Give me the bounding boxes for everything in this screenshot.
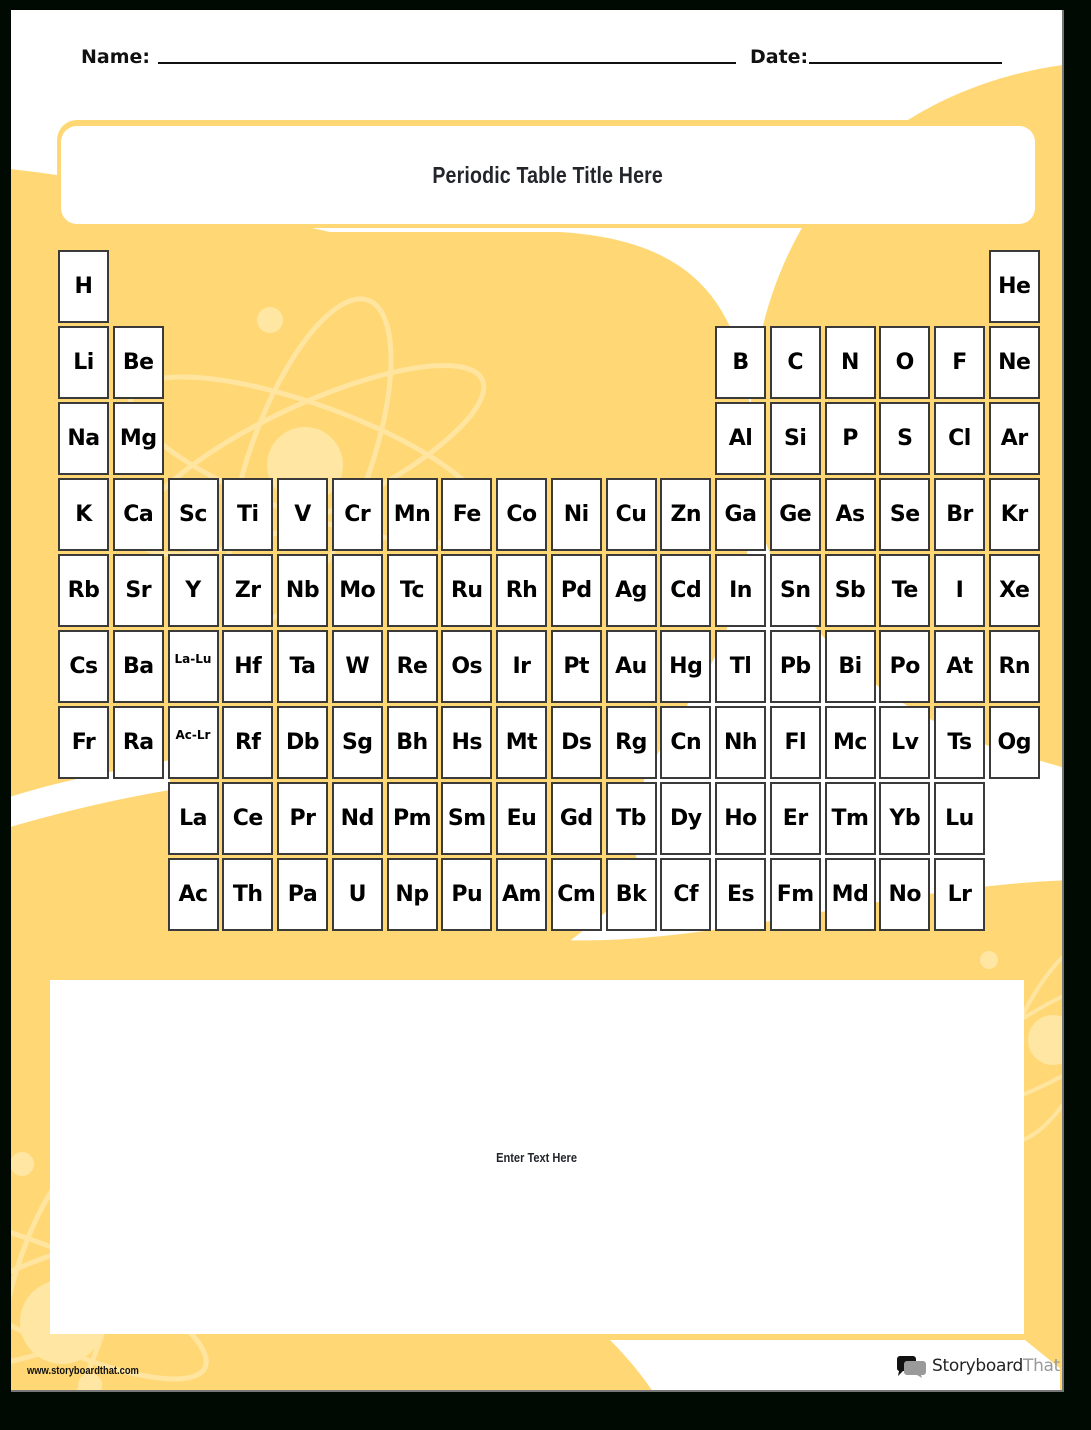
element-symbol: Br <box>946 502 973 527</box>
text-entry-box[interactable] <box>50 980 1024 1334</box>
element-symbol: Ho <box>724 806 757 831</box>
element-cell[interactable] <box>825 706 876 779</box>
element-cell[interactable] <box>825 554 876 627</box>
element-symbol: Fe <box>452 502 481 527</box>
element-symbol: Ca <box>123 502 154 527</box>
element-symbol: Tb <box>616 806 646 831</box>
element-symbol: Mt <box>505 730 538 755</box>
element-symbol: Mo <box>339 578 376 603</box>
element-cell[interactable] <box>770 858 821 931</box>
element-cell[interactable] <box>989 402 1040 475</box>
element-cell[interactable] <box>58 326 109 399</box>
element-symbol: Pr <box>289 806 316 831</box>
element-cell[interactable] <box>168 858 219 931</box>
element-cell[interactable] <box>934 630 985 703</box>
element-cell[interactable] <box>715 706 766 779</box>
element-symbol: Hs <box>451 730 482 755</box>
title-inner <box>61 126 1035 224</box>
element-cell[interactable] <box>770 402 821 475</box>
element-symbol: Al <box>728 426 753 451</box>
element-symbol: Sb <box>834 578 866 603</box>
element-symbol: Rb <box>67 578 100 603</box>
element-cell[interactable] <box>660 782 711 855</box>
element-symbol: Ts <box>947 730 972 755</box>
element-cell[interactable] <box>879 782 930 855</box>
element-cell[interactable] <box>113 326 164 399</box>
element-symbol: Lv <box>891 730 919 755</box>
element-symbol: Pd <box>560 578 592 603</box>
element-symbol: Ra <box>122 730 154 755</box>
element-cell[interactable] <box>332 782 383 855</box>
element-cell[interactable] <box>496 478 547 551</box>
element-cell[interactable] <box>168 782 219 855</box>
element-cell[interactable] <box>387 554 438 627</box>
element-symbol: Cl <box>948 426 971 451</box>
element-cell[interactable] <box>277 782 328 855</box>
element-symbol: Ru <box>450 578 483 603</box>
element-symbol: Na <box>67 426 100 451</box>
element-cell[interactable] <box>496 630 547 703</box>
element-cell[interactable] <box>660 478 711 551</box>
element-cell[interactable] <box>113 478 164 551</box>
element-cell[interactable] <box>551 782 602 855</box>
text-box-placeholder: Enter Text Here <box>496 1149 578 1165</box>
element-symbol: Og <box>997 730 1031 755</box>
element-symbol: Zn <box>670 502 702 527</box>
element-symbol: Y <box>185 578 201 603</box>
element-symbol: Ac <box>178 882 208 907</box>
element-symbol: Zr <box>234 578 261 603</box>
element-symbol: Se <box>889 502 920 527</box>
element-symbol: Sn <box>779 578 811 603</box>
logo-text <box>932 1356 1060 1376</box>
element-symbol: B <box>732 350 749 375</box>
element-symbol: Sg <box>341 730 373 755</box>
element-cell[interactable] <box>606 858 657 931</box>
element-cell[interactable] <box>606 554 657 627</box>
element-symbol: At <box>946 654 973 679</box>
element-cell[interactable] <box>277 858 328 931</box>
element-symbol: H <box>74 274 93 299</box>
element-symbol: Cf <box>673 882 699 907</box>
element-cell[interactable] <box>825 478 876 551</box>
element-symbol: La-Lu <box>174 652 212 666</box>
element-cell[interactable] <box>660 858 711 931</box>
element-cell[interactable] <box>551 554 602 627</box>
element-cell[interactable] <box>715 554 766 627</box>
element-cell[interactable] <box>58 402 109 475</box>
element-cell[interactable] <box>222 782 273 855</box>
element-cell[interactable] <box>660 554 711 627</box>
element-cell[interactable] <box>387 706 438 779</box>
element-cell[interactable] <box>222 858 273 931</box>
element-symbol: Mg <box>119 426 157 451</box>
element-symbol: Mc <box>833 730 867 755</box>
element-cell[interactable] <box>222 554 273 627</box>
element-symbol: Np <box>395 882 429 907</box>
element-cell[interactable] <box>606 630 657 703</box>
element-cell[interactable] <box>934 326 985 399</box>
element-cell[interactable] <box>715 858 766 931</box>
element-symbol: Tc <box>399 578 425 603</box>
element-cell[interactable] <box>168 478 219 551</box>
element-symbol: Ac-Lr <box>175 728 211 742</box>
element-cell[interactable] <box>58 250 109 323</box>
element-cell[interactable] <box>989 250 1040 323</box>
element-symbol: In <box>729 578 752 603</box>
element-cell[interactable] <box>879 326 930 399</box>
element-cell[interactable] <box>277 554 328 627</box>
element-symbol: Ag <box>615 578 647 603</box>
element-cell[interactable] <box>825 782 876 855</box>
element-symbol: V <box>294 502 311 527</box>
element-symbol: S <box>897 426 913 451</box>
element-symbol: Cs <box>69 654 98 679</box>
element-symbol: Es <box>726 882 755 907</box>
element-symbol: Be <box>122 350 154 375</box>
element-cell[interactable] <box>934 782 985 855</box>
logo-text-light: That <box>1023 1356 1061 1376</box>
element-symbol: K <box>75 502 92 527</box>
element-symbol: Xe <box>999 578 1030 603</box>
element-cell[interactable] <box>113 554 164 627</box>
element-cell[interactable] <box>441 706 492 779</box>
element-symbol: Kr <box>1000 502 1028 527</box>
element-symbol: Cu <box>615 502 647 527</box>
element-symbol: Pm <box>392 806 432 831</box>
element-cell[interactable] <box>168 554 219 627</box>
element-symbol: Sc <box>179 502 207 527</box>
storyboardthat-logo <box>895 1354 1060 1378</box>
element-symbol: Co <box>506 502 537 527</box>
element-cell[interactable] <box>441 630 492 703</box>
element-cell[interactable] <box>551 858 602 931</box>
logo-text-bold: Storyboard <box>932 1356 1023 1376</box>
element-symbol: Bk <box>615 882 647 907</box>
element-symbol: Ds <box>561 730 592 755</box>
element-cell[interactable] <box>989 706 1040 779</box>
element-symbol: Tl <box>729 654 752 679</box>
element-cell[interactable] <box>332 478 383 551</box>
element-symbol: Hf <box>234 654 262 679</box>
element-symbol: Rf <box>234 730 261 755</box>
element-symbol: Te <box>891 578 918 603</box>
date-field-line[interactable] <box>809 62 1002 64</box>
element-cell[interactable] <box>113 706 164 779</box>
element-cell[interactable] <box>770 630 821 703</box>
element-symbol: Lu <box>945 806 974 831</box>
element-cell[interactable] <box>441 858 492 931</box>
element-symbol: Hg <box>669 654 703 679</box>
element-symbol: Ce <box>232 806 263 831</box>
element-symbol: Eu <box>506 806 537 831</box>
element-symbol: Tm <box>831 806 869 831</box>
element-symbol: Pa <box>287 882 318 907</box>
element-cell[interactable] <box>770 478 821 551</box>
element-cell[interactable] <box>660 706 711 779</box>
element-cell[interactable] <box>168 706 219 779</box>
element-symbol: Po <box>889 654 920 679</box>
element-cell[interactable] <box>277 706 328 779</box>
element-symbol: He <box>998 274 1031 299</box>
element-symbol: I <box>955 578 964 603</box>
element-symbol: Db <box>285 730 319 755</box>
element-symbol: N <box>841 350 859 375</box>
element-symbol: Ge <box>779 502 812 527</box>
element-symbol: Dy <box>669 806 702 831</box>
element-symbol: Cn <box>670 730 702 755</box>
element-cell[interactable] <box>825 630 876 703</box>
element-symbol: W <box>345 654 370 679</box>
element-symbol: Gd <box>559 806 593 831</box>
element-cell[interactable] <box>989 554 1040 627</box>
element-symbol: Os <box>451 654 483 679</box>
element-cell[interactable] <box>168 630 219 703</box>
element-cell[interactable] <box>496 706 547 779</box>
element-cell[interactable] <box>715 630 766 703</box>
element-cell[interactable] <box>825 858 876 931</box>
element-symbol: F <box>952 350 967 375</box>
element-cell[interactable] <box>113 402 164 475</box>
element-symbol: Pb <box>779 654 811 679</box>
element-symbol: Rn <box>998 654 1031 679</box>
element-symbol: Re <box>396 654 428 679</box>
element-symbol: Lr <box>947 882 972 907</box>
element-symbol: Er <box>782 806 808 831</box>
element-symbol: Cd <box>670 578 702 603</box>
element-cell[interactable] <box>332 858 383 931</box>
element-cell[interactable] <box>770 326 821 399</box>
element-cell[interactable] <box>222 478 273 551</box>
element-symbol: U <box>348 882 366 907</box>
element-symbol: O <box>895 350 914 375</box>
element-cell[interactable] <box>58 554 109 627</box>
element-cell[interactable] <box>387 782 438 855</box>
element-symbol: Th <box>232 882 263 907</box>
element-cell[interactable] <box>113 630 164 703</box>
element-cell[interactable] <box>715 402 766 475</box>
element-symbol: Rg <box>615 730 647 755</box>
element-symbol: Rh <box>505 578 538 603</box>
element-cell[interactable] <box>934 706 985 779</box>
element-symbol: As <box>835 502 865 527</box>
element-symbol: Pu <box>451 882 483 907</box>
element-cell[interactable] <box>222 630 273 703</box>
element-cell[interactable] <box>879 706 930 779</box>
name-label: Name: <box>81 46 151 68</box>
element-cell[interactable] <box>879 402 930 475</box>
element-cell[interactable] <box>770 554 821 627</box>
element-cell[interactable] <box>879 630 930 703</box>
element-cell[interactable] <box>551 706 602 779</box>
element-symbol: Fr <box>71 730 96 755</box>
element-symbol: Ne <box>998 350 1031 375</box>
element-symbol: Ba <box>122 654 154 679</box>
element-cell[interactable] <box>934 554 985 627</box>
element-cell[interactable] <box>551 478 602 551</box>
element-symbol: Sr <box>125 578 152 603</box>
element-cell[interactable] <box>989 630 1040 703</box>
element-symbol: Nb <box>285 578 320 603</box>
element-cell[interactable] <box>496 782 547 855</box>
element-symbol: Ta <box>289 654 316 679</box>
element-cell[interactable] <box>770 782 821 855</box>
element-cell[interactable] <box>58 630 109 703</box>
element-cell[interactable] <box>989 478 1040 551</box>
element-cell[interactable] <box>277 478 328 551</box>
element-cell[interactable] <box>496 858 547 931</box>
element-cell[interactable] <box>332 554 383 627</box>
element-symbol: Nh <box>723 730 758 755</box>
element-symbol: Fm <box>776 882 814 907</box>
element-symbol: P <box>842 426 858 451</box>
speech-bubbles-icon <box>895 1354 927 1378</box>
date-label: Date: <box>750 46 809 68</box>
element-cell[interactable] <box>660 630 711 703</box>
element-cell[interactable] <box>934 478 985 551</box>
element-cell[interactable] <box>277 630 328 703</box>
element-cell[interactable] <box>606 782 657 855</box>
element-cell[interactable] <box>58 478 109 551</box>
element-symbol: Cr <box>344 502 371 527</box>
element-cell[interactable] <box>606 706 657 779</box>
element-symbol: Nd <box>340 806 374 831</box>
element-symbol: Si <box>784 426 807 451</box>
element-cell[interactable] <box>441 782 492 855</box>
element-cell[interactable] <box>715 326 766 399</box>
element-cell[interactable] <box>934 858 985 931</box>
element-symbol: Md <box>831 882 869 907</box>
page-title: Periodic Table Title Here <box>432 161 664 188</box>
element-symbol: Sm <box>447 806 486 831</box>
element-cell[interactable] <box>441 478 492 551</box>
element-cell[interactable] <box>58 706 109 779</box>
element-cell[interactable] <box>825 326 876 399</box>
element-symbol: Mn <box>393 502 431 527</box>
element-symbol: Cm <box>557 882 596 907</box>
element-symbol: No <box>888 882 922 907</box>
element-symbol: Pt <box>563 654 590 679</box>
element-symbol: Li <box>73 350 94 375</box>
name-field-line[interactable] <box>158 62 736 64</box>
element-symbol: Yb <box>889 806 921 831</box>
element-cell[interactable] <box>332 630 383 703</box>
element-symbol: C <box>787 350 804 375</box>
element-symbol: Ar <box>1000 426 1028 451</box>
element-cell[interactable] <box>606 478 657 551</box>
element-cell[interactable] <box>222 706 273 779</box>
element-cell[interactable] <box>879 858 930 931</box>
element-symbol: Ni <box>563 502 589 527</box>
element-cell[interactable] <box>879 478 930 551</box>
title-box[interactable] <box>57 120 1039 228</box>
worksheet-page <box>11 10 1064 1392</box>
element-symbol: Ti <box>236 502 259 527</box>
element-cell[interactable] <box>934 402 985 475</box>
element-symbol: Ga <box>724 502 757 527</box>
element-symbol: La <box>179 806 207 831</box>
element-cell[interactable] <box>332 706 383 779</box>
element-symbol: Bh <box>396 730 428 755</box>
element-cell[interactable] <box>715 478 766 551</box>
element-cell[interactable] <box>825 402 876 475</box>
element-symbol: Ir <box>512 654 531 679</box>
element-cell[interactable] <box>879 554 930 627</box>
element-symbol: Am <box>502 882 541 907</box>
element-cell[interactable] <box>715 782 766 855</box>
element-cell[interactable] <box>387 478 438 551</box>
element-cell[interactable] <box>387 858 438 931</box>
element-cell[interactable] <box>989 326 1040 399</box>
element-cell[interactable] <box>770 706 821 779</box>
element-symbol: Bi <box>838 654 862 679</box>
element-symbol: Au <box>615 654 647 679</box>
element-cell[interactable] <box>387 630 438 703</box>
element-symbol: Fl <box>784 730 807 755</box>
footer-url: www.storyboardthat.com <box>27 1365 139 1377</box>
element-cell[interactable] <box>551 630 602 703</box>
element-cell[interactable] <box>441 554 492 627</box>
element-cell[interactable] <box>496 554 547 627</box>
